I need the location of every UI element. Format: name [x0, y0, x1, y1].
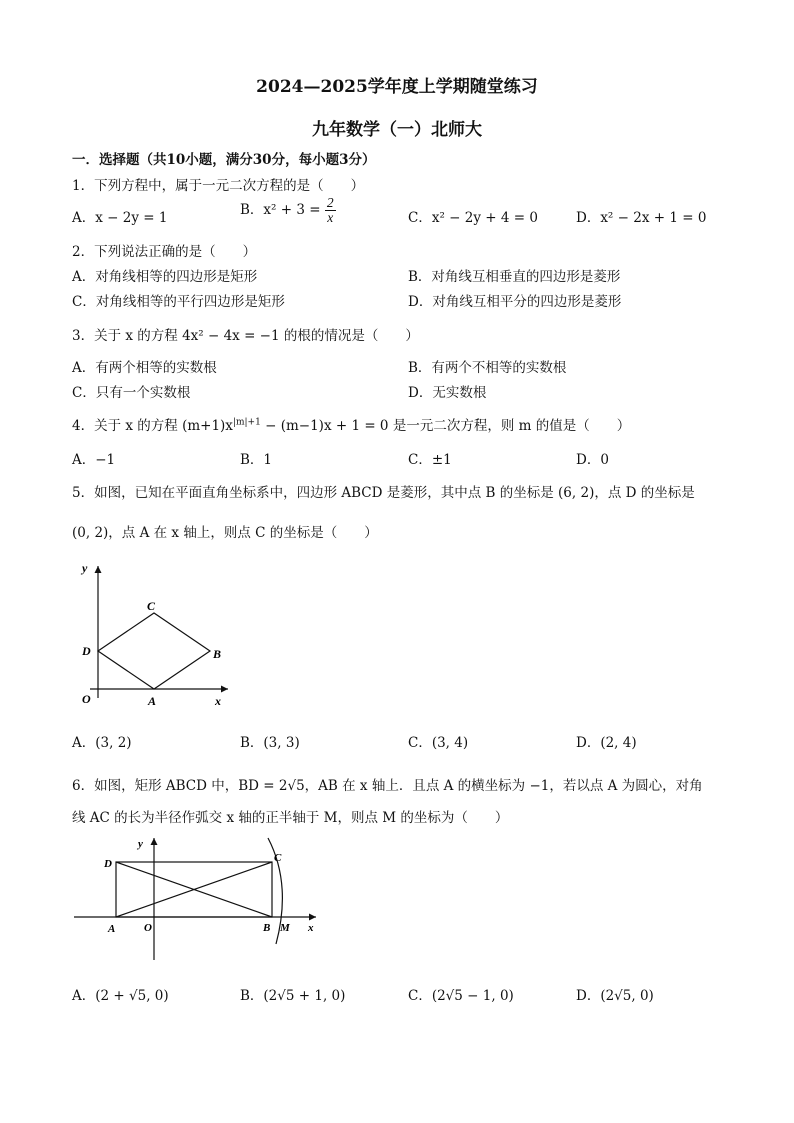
q1-option-a: A．x − 2y = 1 [72, 210, 168, 226]
q5-option-d: D．(2, 4) [576, 735, 637, 751]
q6-stem-line1: 6．如图，矩形 ABCD 中，BD = 2√5，AB 在 x 轴上．且点 A 的横坐标为 −1，若以点 A 为圆心，对角 [72, 778, 703, 794]
q3-option-d: D．无实数根 [408, 385, 487, 401]
q1-option-c: C．x² − 2y + 4 = 0 [408, 210, 538, 226]
q5-stem-line1: 5．如图，已知在平面直角坐标系中，四边形 ABCD 是菱形，其中点 B 的坐标是 (6, 2)，点 D 的坐标是 [72, 485, 695, 501]
q5-option-b: B．(3, 3) [240, 735, 300, 751]
q4-stem-post: − (m−1)x + 1 = 0 是一元二次方程，则 m 的值是（ ） [260, 418, 631, 434]
q1-option-b [240, 196, 336, 225]
page-title: 2024—2025学年度上学期随堂练习 [256, 77, 538, 97]
q6-label-x: x [308, 922, 314, 934]
page-subtitle: 九年数学（一）北师大 [312, 120, 482, 140]
q5-stem-line2: (0, 2)，点 A 在 x 轴上，则点 C 的坐标是（ ） [72, 525, 378, 541]
q6-label-y: y [138, 838, 143, 850]
q3-option-c: C．只有一个实数根 [72, 385, 191, 401]
q4-option-d: D．0 [576, 452, 609, 468]
q6-figure [70, 834, 330, 966]
q6-option-d: D．(2√5, 0) [576, 988, 654, 1004]
q6-label-d: D [104, 858, 112, 870]
q6-option-a: A．(2 + √5, 0) [72, 988, 169, 1004]
q4-option-a: A．−1 [72, 452, 116, 468]
q4-stem-pre: 4．关于 x 的方程 (m+1)x [72, 418, 233, 434]
q6-stem-line2: 线 AC 的长为半径作弧交 x 轴的正半轴于 M，则点 M 的坐标为（ ） [72, 810, 509, 826]
q2-option-d: D．对角线互相平分的四边形是菱形 [408, 294, 622, 310]
q5-label-c: C [147, 599, 156, 613]
q2-option-b: B．对角线互相垂直的四边形是菱形 [408, 269, 621, 285]
q2-stem: 2．下列说法正确的是（ ） [72, 244, 257, 260]
q1-option-b-numerator: 2 [326, 195, 334, 210]
q6-label-b: B [263, 922, 271, 934]
q6-label-m: M [280, 922, 290, 934]
q5-label-o: O [82, 692, 91, 706]
q5-label-a: A [148, 694, 157, 708]
q1-stem: 1．下列方程中，属于一元二次方程的是（ ） [72, 178, 365, 194]
q6-option-c: C．(2√5 − 1, 0) [408, 988, 514, 1004]
q3-option-b: B．有两个不相等的实数根 [408, 360, 567, 376]
q5-rhombus [98, 613, 210, 689]
q5-label-x: x [215, 694, 221, 708]
q6-option-b: B．(2√5 + 1, 0) [240, 988, 346, 1004]
q5-option-a: A．(3, 2) [72, 735, 132, 751]
q6-label-c: C [274, 852, 282, 864]
q1-option-b-denominator: x [327, 210, 334, 225]
q2-option-c: C．对角线相等的平行四边形是矩形 [72, 294, 285, 310]
q4-option-c: C．±1 [408, 452, 452, 468]
q4-stem [72, 414, 630, 434]
section-heading: 一．选择题（共10小题，满分30分，每小题3分） [72, 152, 376, 168]
q3-stem: 3．关于 x 的方程 4x² − 4x = −1 的根的情况是（ ） [72, 328, 419, 344]
q1-option-d: D．x² − 2x + 1 = 0 [576, 210, 707, 226]
q6-label-o: O [144, 922, 152, 934]
q6-label-a: A [108, 923, 116, 935]
q1-option-b-prefix: B．x² + 3 = [240, 202, 325, 218]
q5-option-c: C．(3, 4) [408, 735, 469, 751]
q5-label-y: y [82, 561, 88, 575]
q5-label-b: B [213, 647, 222, 661]
q5-label-d: D [82, 644, 91, 658]
q4-option-b: B．1 [240, 452, 273, 468]
q2-option-a: A．对角线相等的四边形是矩形 [72, 269, 258, 285]
q4-stem-exponent: |m|+1 [232, 417, 261, 428]
q5-figure [70, 558, 240, 710]
q3-option-a: A．有两个相等的实数根 [72, 360, 217, 376]
